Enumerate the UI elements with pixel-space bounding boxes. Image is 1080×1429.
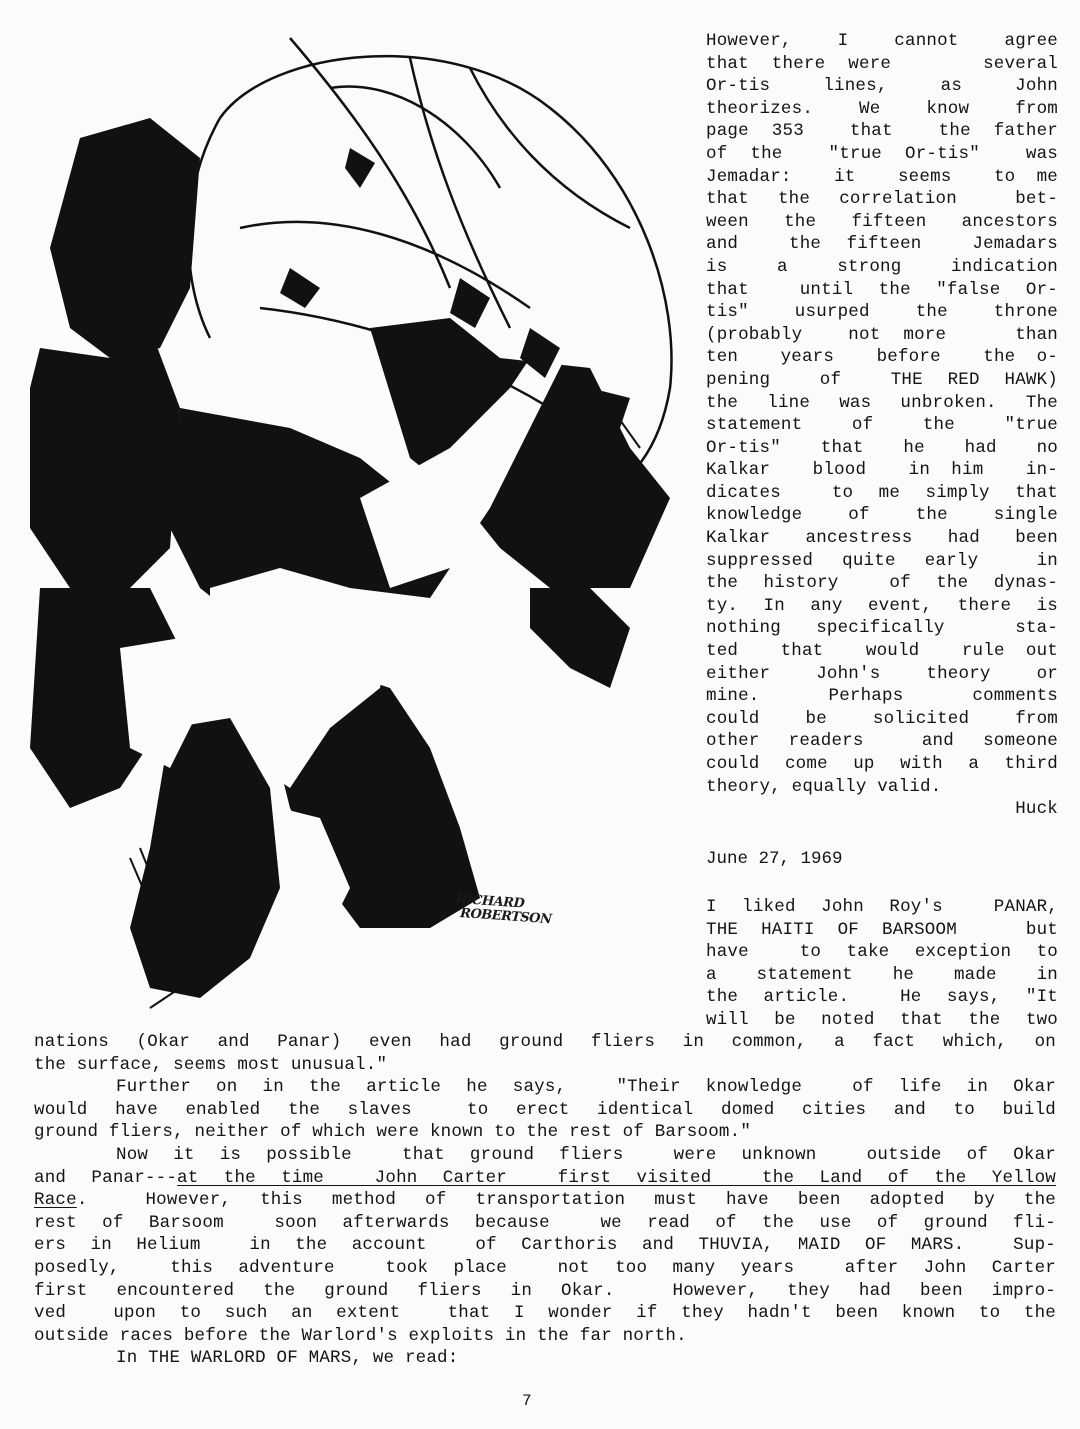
page-number: 7 (522, 1392, 532, 1410)
text-line: have to take exception to (706, 942, 1058, 963)
text-line: tis" usurped the throne (706, 302, 1058, 323)
text-fragment: and Panar--- (34, 1167, 178, 1188)
text-line: the surface, seems most unusual." (34, 1054, 388, 1075)
second-letter-column (706, 896, 1058, 1032)
letter-date: June 27, 1969 (706, 849, 843, 869)
text-line: would have enabled the slaves to erect identical domed cities and to build (34, 1099, 1056, 1120)
text-line: knowledge of the single (706, 505, 1058, 526)
text-line: that there were several (706, 53, 1058, 74)
signature-last-name: ROBERTSON (459, 905, 552, 928)
text-line (34, 1189, 1056, 1212)
text-line: ted that would rule out (706, 641, 1058, 662)
underlined-phrase: at the time John Carter first visited the Land of the Yellow (177, 1167, 1056, 1188)
text-line: that until the "false Or- (706, 279, 1058, 300)
text-line: Further on in the article he says, "Their knowledge of life in Okar (116, 1077, 1056, 1098)
text-line-underlined-quote (34, 1167, 1056, 1190)
text-line: ground fliers, neither of which were known to the rest of Barsoom." (34, 1122, 752, 1143)
signature-first-name: RICHARD (455, 891, 525, 912)
text-line: rest of Barsoom soon afterwards because we read of the use of ground fli- (34, 1212, 1056, 1233)
text-line: other readers and someone (706, 731, 1058, 752)
text-line: first encountered the ground fliers in Okar. However, they had been impro- (34, 1280, 1056, 1301)
text-line: Or-tis lines, as John (706, 76, 1058, 97)
text-line: either John's theory or (706, 663, 1058, 684)
text-line: could come up with a third (706, 754, 1058, 774)
text-line: ved upon to such an extent that I wonder if they hadn't been known to the (34, 1303, 1056, 1324)
artist-signature (455, 891, 576, 945)
text-line: that the correlation bet- (706, 189, 1058, 210)
text-line: ten years before the o- (706, 347, 1058, 368)
text-line: outside races before the Warlord's exploits in the far north. (34, 1325, 687, 1346)
text-line: THE HAITI OF BARSOOM but (706, 919, 1058, 940)
full-width-body (34, 1031, 1056, 1370)
text-line: will be noted that the two (706, 1009, 1058, 1030)
text-line: page 353 that the father (706, 121, 1058, 142)
text-line: Now it is possible that ground fliers were unknown outside of Okar (116, 1144, 1056, 1165)
text-line: Jemadar: it seems to me (706, 166, 1058, 187)
text-line: theorizes. We know from (706, 98, 1058, 119)
text-line: mine. Perhaps comments (706, 686, 1058, 707)
text-line: In THE WARLORD OF MARS, we read: (116, 1348, 459, 1369)
text-line: statement of the "true (706, 415, 1058, 436)
text-line: the line was unbroken. The (706, 392, 1058, 413)
text-line: suppressed quite early in (706, 550, 1058, 571)
pen-ink-illustration (30, 28, 700, 1013)
underlined-phrase: Race (34, 1190, 77, 1211)
text-line: ers in Helium in the account of Carthoris and THUVIA, MAID OF MARS. Sup- (34, 1235, 1056, 1256)
text-line: is a strong indication (706, 256, 1058, 277)
text-line: pening of THE RED HAWK) (706, 369, 1058, 390)
text-line: Or-tis" that he had no (706, 437, 1058, 458)
text-line: ty. In any event, there is (706, 595, 1058, 616)
text-line: nothing specifically sta- (706, 618, 1058, 639)
text-line: theory, equally valid. (706, 776, 942, 797)
letter-signoff: Huck (1015, 799, 1058, 820)
text-line: and the fifteen Jemadars (706, 234, 1058, 255)
text-line: I liked John Roy's PANAR, (706, 897, 1058, 917)
letter-column-right (706, 30, 1058, 821)
text-line: could be solicited from (706, 708, 1058, 729)
text-line: Kalkar blood in him in- (706, 460, 1058, 481)
text-line: a statement he made in (706, 964, 1058, 985)
text-line: nations (Okar and Panar) even had ground fliers in common, a fact which, on (34, 1032, 1056, 1052)
text-line: posedly, this adventure took place not too many years after John Carter (34, 1257, 1056, 1278)
text-line: (probably not more than (706, 324, 1058, 345)
text-line: the history of the dynas- (706, 573, 1058, 594)
text-line: ween the fifteen ancestors (706, 211, 1058, 232)
text-line: Kalkar ancestress had been (706, 528, 1058, 549)
text-line: However, I cannot agree (706, 31, 1058, 51)
text-fragment: . However, this method of transportation must have been adopted by the (76, 1190, 1056, 1211)
text-line: the article. He says, "It (706, 987, 1058, 1008)
text-line: of the "true Or-tis" was (706, 143, 1058, 164)
illustration-drawing (30, 28, 700, 1013)
text-line: dicates to me simply that (706, 482, 1058, 503)
